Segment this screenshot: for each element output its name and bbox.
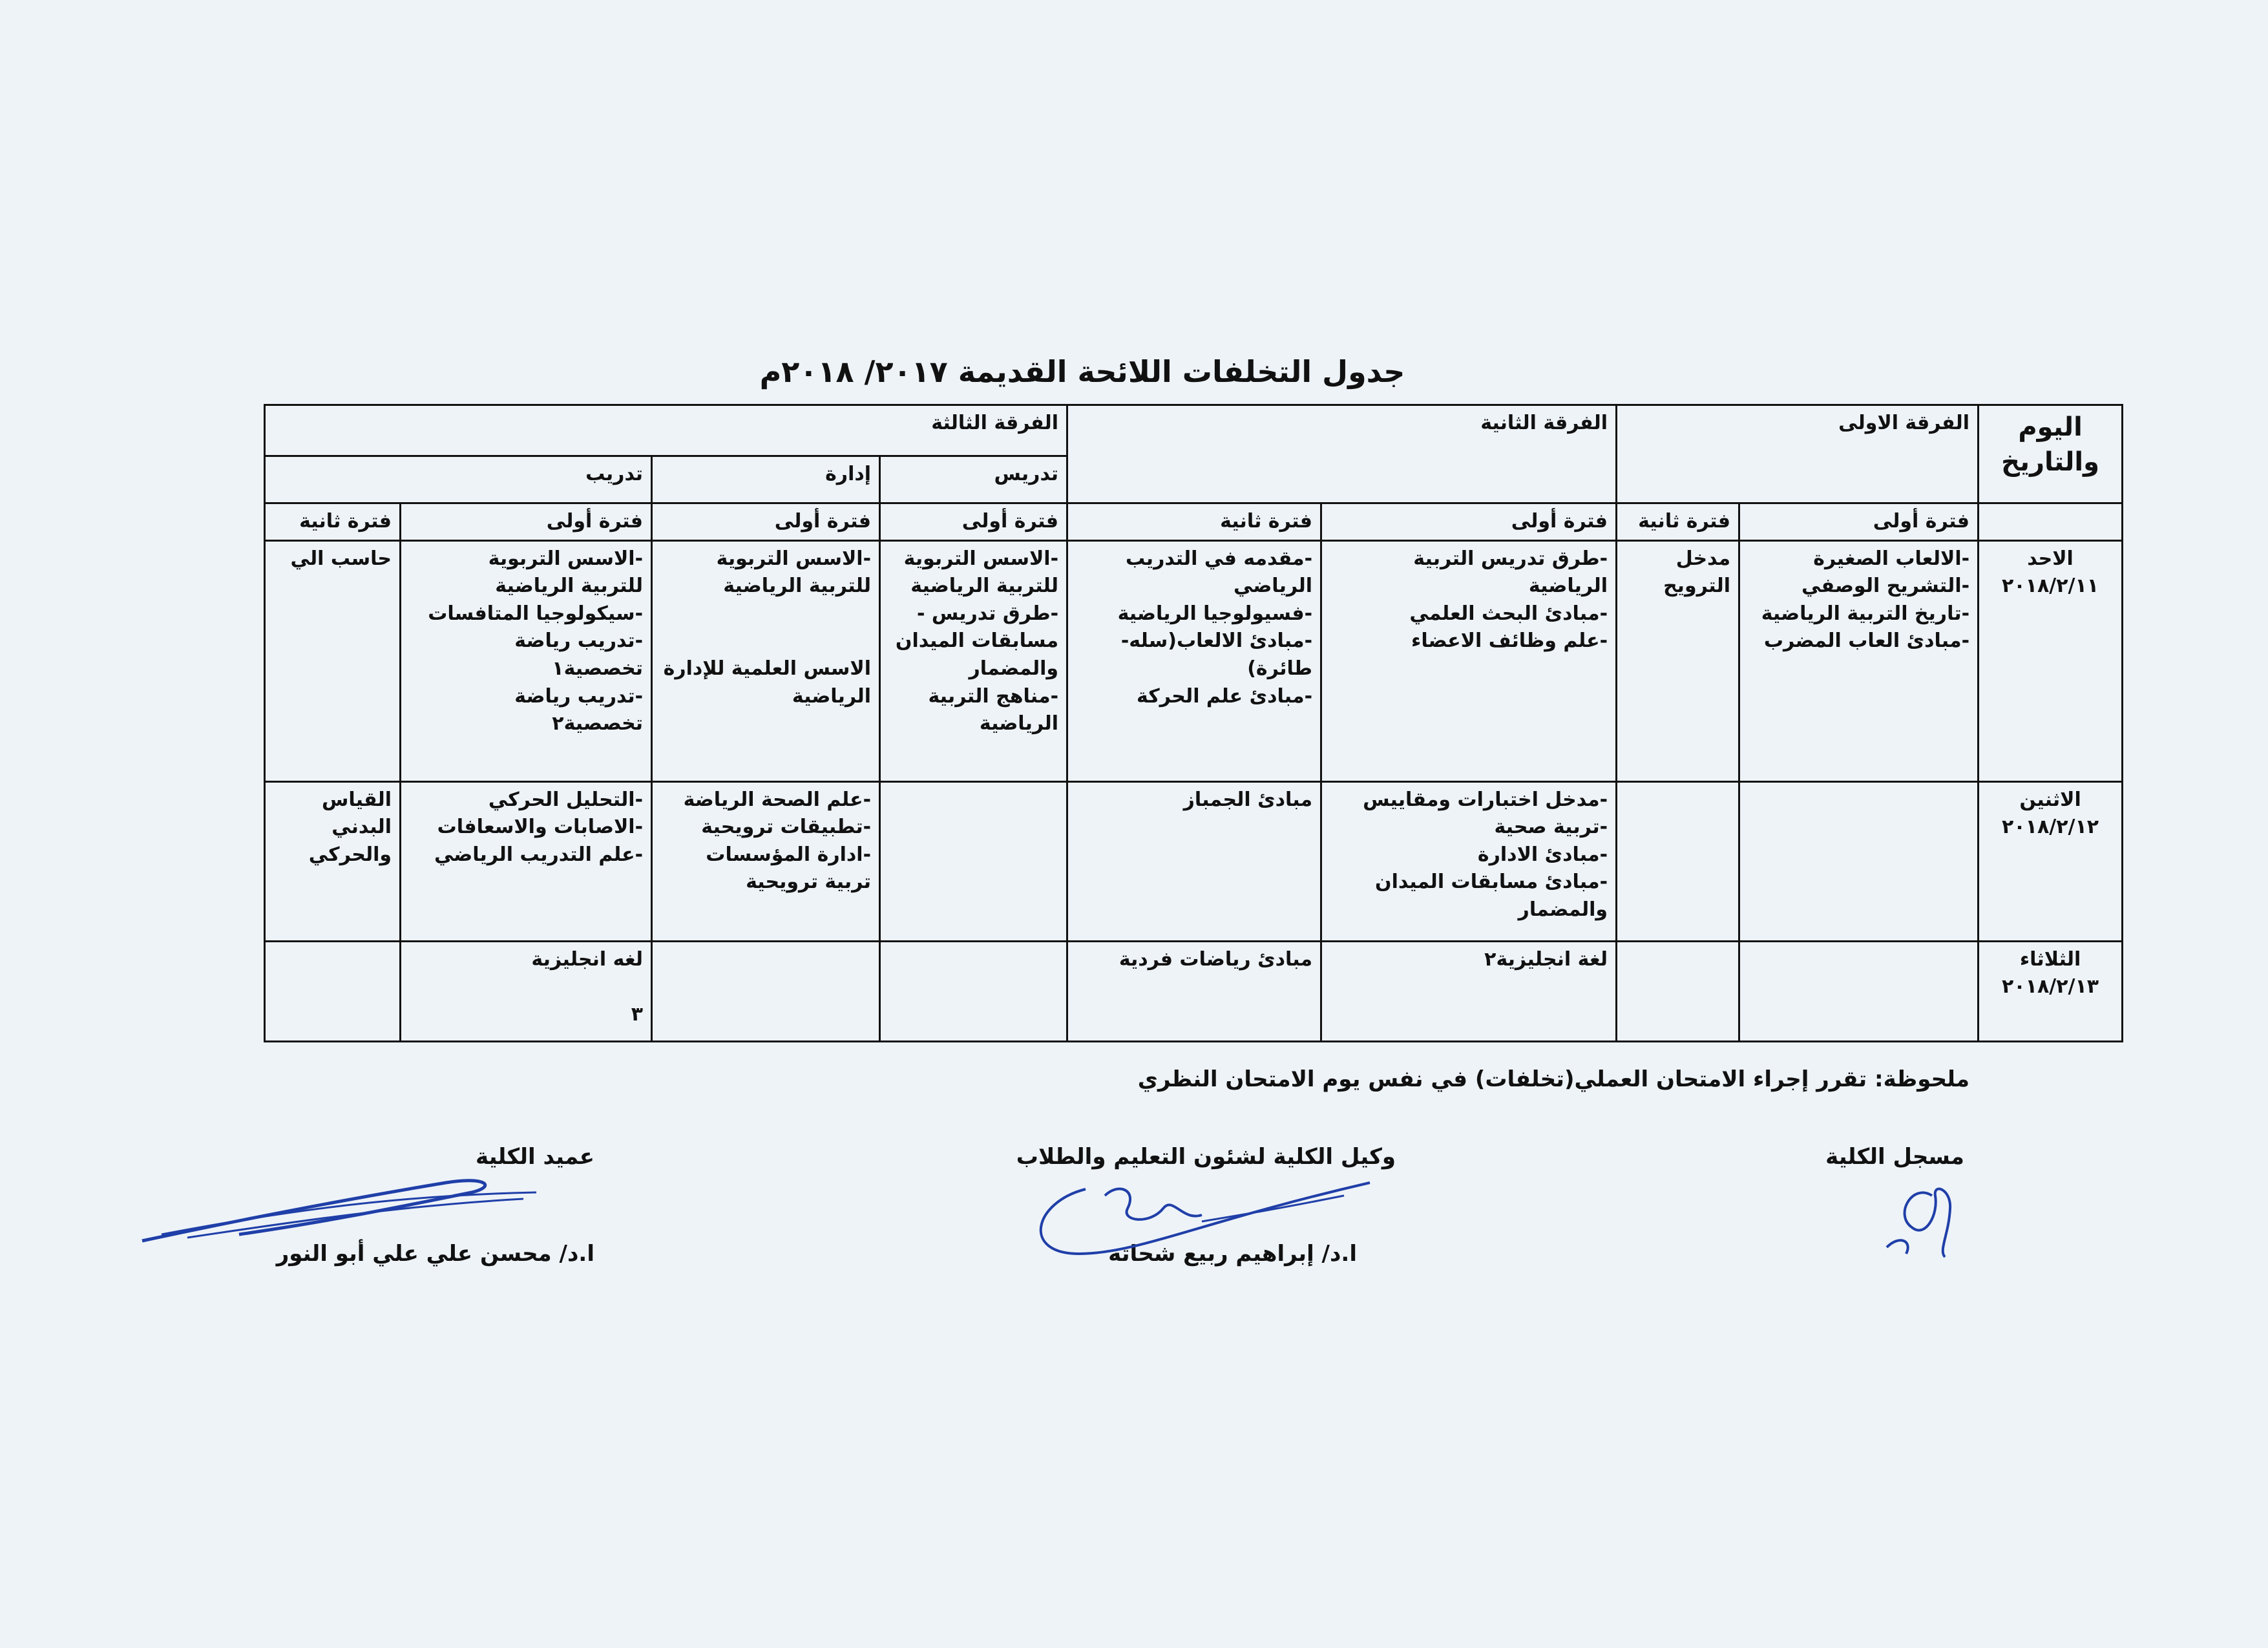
cell-line: [660, 628, 871, 655]
day-name: الثلاثاء: [2019, 947, 2081, 971]
page-title-text: جدول التخلفات اللائحة القديمة ٢٠١٧/ ٢٠١٨م: [759, 354, 1405, 389]
period-first-p1: فترة أولى: [1739, 503, 1979, 541]
cell-line: الرياضي: [1233, 575, 1313, 598]
day-header: [1979, 405, 2123, 503]
cell-line: مبادئ رياضات فردية: [1118, 947, 1313, 971]
cell-second-p2: [1067, 781, 1321, 941]
cell-admin-p1: [652, 941, 880, 1041]
day-name: الاثنين: [2019, 788, 2081, 811]
day-cell: [1979, 941, 2123, 1041]
period-teaching-p1: فترة أولى: [880, 503, 1067, 541]
cell-line: -التشريح الوصفي: [1801, 575, 1970, 598]
period-second-p2: فترة ثانية: [1067, 503, 1321, 541]
period-admin-p1: فترة أولى: [652, 503, 880, 541]
cell-line: [660, 600, 871, 628]
cell-line: مدخل الترويح: [1663, 547, 1731, 598]
cell-second-p1: [1321, 781, 1617, 941]
cell-first-p1: [1739, 941, 1979, 1041]
day-date: ٢٠١٨/٢/١٢: [2002, 816, 2099, 839]
cell-line: -ادارة المؤسسات: [706, 843, 872, 866]
cell-line: -تدريب رياضة: [514, 684, 644, 708]
cell-line: -الاسس التربوية: [716, 547, 872, 570]
page-title: [0, 354, 2268, 389]
schedule-table: [264, 404, 2123, 1042]
vice-dean-handwritten-signature: [1008, 1163, 1396, 1260]
table-row: [265, 540, 2123, 781]
cell-line: -تربية صحية: [1494, 816, 1608, 839]
day-date: ٢٠١٨/٢/١١: [2002, 575, 2099, 598]
group-first-header: [1617, 405, 1979, 503]
cell-line: لغة انجليزية٢: [1484, 947, 1608, 971]
cell-line: -مناهج التربية: [928, 684, 1059, 708]
cell-second-p1: [1321, 941, 1617, 1041]
cell-line: تخصصية١: [552, 657, 644, 680]
cell-line: -سيكولوجيا المتافسات: [428, 602, 644, 625]
period-training-p2: فترة ثانية: [265, 503, 401, 541]
cell-line: -الالعاب الصغيرة: [1813, 547, 1970, 570]
cell-training-p2: [265, 781, 401, 941]
cell-first-p2: [1617, 540, 1739, 781]
cell-line: لغه انجليزية: [531, 947, 644, 971]
cell-line: -مبادئ الادارة: [1477, 843, 1608, 866]
dean-role: عميد الكلية: [476, 1144, 594, 1170]
day-name: الاحد: [2027, 547, 2074, 570]
cell-line: للتربية الرياضية: [723, 575, 872, 598]
cell-line: -الاسس التربوية: [488, 547, 644, 570]
cell-line: والحركي: [308, 843, 392, 866]
track-training-header: [265, 456, 652, 503]
cell-first-p1: [1739, 781, 1979, 941]
cell-admin-p1: [652, 781, 880, 941]
cell-second-p2: [1067, 540, 1321, 781]
cell-line: تخصصية٢: [552, 712, 644, 735]
period-first-p2: فترة ثانية: [1617, 503, 1739, 541]
track-admin-label: إدارة: [825, 463, 872, 485]
cell-line: -مبادئ علم الحركة: [1137, 684, 1313, 708]
exam-note: ملحوظة: تقرر إجراء الامتحان العملي(تخلفات) في نفس يوم الامتحان النظري: [1137, 1066, 1969, 1092]
cell-line: [409, 973, 643, 1001]
cell-training-p1: [401, 781, 652, 941]
cell-line: حاسب الي: [290, 547, 392, 570]
track-teaching-label: تدريس: [994, 463, 1059, 485]
cell-teaching-p1: [880, 540, 1067, 781]
cell-line: الاسس العلمية للإدارة: [663, 657, 872, 680]
day-date: ٢٠١٨/٢/١٣: [2002, 975, 2099, 998]
group-first-label: الفرقة الاولى: [1838, 412, 1970, 434]
cell-line: مبادئ الجمباز: [1183, 788, 1313, 811]
period-second-p1: فترة أولى: [1321, 503, 1617, 541]
cell-line: -علم وظائف الاعضاء: [1411, 629, 1608, 653]
period-spacer: [1979, 503, 2123, 541]
cell-line: الرياضية: [792, 684, 872, 708]
day-cell: [1979, 540, 2123, 781]
cell-line: والمضمار: [1518, 898, 1608, 921]
cell-line: -مقدمه في التدريب: [1126, 547, 1313, 570]
period-training-p1: فترة أولى: [401, 503, 652, 541]
cell-line: مسابقات الميدان: [895, 629, 1059, 653]
group-third-header: [265, 405, 1067, 456]
track-teaching-header: [880, 456, 1067, 503]
cell-line: -مبادئ البحث العلمي: [1409, 602, 1608, 625]
cell-line: للتربية الرياضية: [495, 575, 644, 598]
track-admin-header: [652, 456, 880, 503]
cell-line: -مبادئ الالعاب(سله-: [1120, 629, 1313, 653]
cell-line: -تاريخ التربية الرياضية: [1761, 602, 1970, 625]
cell-line: البدني: [331, 816, 392, 839]
cell-training-p1: [401, 941, 652, 1041]
cell-line: الرياضية: [979, 712, 1059, 735]
cell-teaching-p1: [880, 941, 1067, 1041]
cell-first-p1: [1739, 540, 1979, 781]
group-header-row: [265, 405, 2123, 456]
registrar-handwritten-signature: [1874, 1176, 1977, 1260]
cell-line: -طرق تدريس التربية الرياضية: [1413, 547, 1608, 598]
dean-name: ا.د/ محسن علي علي أبو النور: [276, 1241, 594, 1267]
registrar-signature-block: [1822, 1144, 1964, 1170]
cell-line: -علم الصحة الرياضة: [683, 788, 872, 811]
cell-admin-p1: [652, 540, 880, 781]
cell-line: -مبادئ مسابقات الميدان: [1374, 871, 1608, 894]
group-third-label: الفرقة الثالثة: [931, 412, 1059, 434]
registrar-role: مسجل الكلية: [1825, 1144, 1964, 1170]
cell-line: ٣: [631, 1002, 644, 1026]
track-training-label: تدريب: [585, 463, 644, 485]
table-row: [265, 781, 2123, 941]
vice-dean-role: وكيل الكلية لشئون التعليم والطلاب: [1016, 1144, 1396, 1170]
cell-line: -فسيولوجيا الرياضية: [1117, 602, 1313, 625]
cell-line: -مبادئ العاب المضرب: [1763, 629, 1970, 653]
group-second-label: الفرقة الثانية: [1480, 412, 1608, 434]
cell-line: للتربية الرياضية: [910, 575, 1059, 598]
cell-line: -تدريب رياضة: [514, 629, 644, 653]
cell-line: تربية ترويحية: [746, 871, 872, 894]
cell-training-p2: [265, 540, 401, 781]
cell-line: طائرة): [1247, 657, 1313, 680]
cell-first-p2: [1617, 941, 1739, 1041]
cell-line: -تطبيقات ترويحية: [701, 816, 872, 839]
cell-second-p2: [1067, 941, 1321, 1041]
period-header-row: [265, 503, 2123, 541]
cell-training-p2: [265, 941, 401, 1041]
cell-first-p2: [1617, 781, 1739, 941]
cell-second-p1: [1321, 540, 1617, 781]
cell-line: والمضمار: [969, 657, 1059, 680]
cell-teaching-p1: [880, 781, 1067, 941]
cell-line: القياس: [322, 788, 392, 811]
cell-line: -الاسس التربوية: [903, 547, 1059, 570]
cell-line: -علم التدريب الرياضي: [434, 843, 644, 866]
cell-line: -الاصابات والاسعافات: [437, 816, 644, 839]
day-cell: [1979, 781, 2123, 941]
dean-handwritten-signature: [136, 1170, 556, 1247]
group-second-header: [1067, 405, 1617, 503]
cell-line: -التحليل الحركي: [488, 788, 644, 811]
vice-dean-name: ا.د/ إبراهيم ربيع شحاتة: [1108, 1241, 1357, 1267]
cell-line: -مدخل اختبارات ومقاييس: [1363, 788, 1608, 811]
day-header-text: اليوم والتاريخ: [2001, 412, 2099, 477]
table-row: [265, 941, 2123, 1041]
cell-training-p1: [401, 540, 652, 781]
cell-line: -طرق تدريس -: [916, 602, 1059, 625]
